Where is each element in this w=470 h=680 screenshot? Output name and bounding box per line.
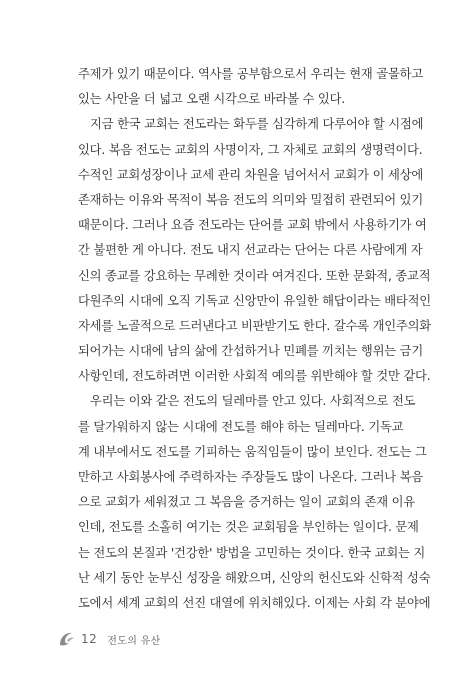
text-line: 우리는 이와 같은 전도의 딜레마를 안고 있다. 사회적으로 전도 xyxy=(90,394,416,409)
text-line: 사항인데, 전도하려면 이러한 사회적 예의를 위반해야 할 것만 같다. xyxy=(78,369,431,384)
text-line: 간 불편한 게 아니다. 전도 내지 선교라는 단어는 다른 사람에게 자 xyxy=(78,243,423,258)
page-footer xyxy=(58,627,161,651)
text-line: 지금 한국 교회는 전도라는 화두를 심각하게 다루어야 할 시점에 xyxy=(90,117,424,132)
text-line: 난 세기 동안 눈부신 성장을 해왔으며, 신앙의 헌신도와 신학적 성숙 xyxy=(78,570,431,585)
wave-ornament-icon xyxy=(58,629,78,649)
text-line: 되어가는 시대에 남의 삶에 간섭하거나 민폐를 끼치는 행위는 금기 xyxy=(78,344,423,359)
text-line: 주제가 있기 때문이다. 역사를 공부함으로서 우리는 현재 골몰하고 xyxy=(78,67,423,81)
text-line: 있다. 복음 전도는 교회의 사명이자, 그 자체로 교회의 생명력이다. xyxy=(78,142,423,157)
text-line: 신의 종교를 강요하는 무례한 것이라 여겨진다. 또한 문화적, 종교적 xyxy=(78,268,431,283)
text-line: 계 내부에서도 전도를 기피하는 움직임들이 많이 보인다. 전도는 그 xyxy=(78,444,427,459)
text-line: 있는 사안을 더 넓고 오랜 시각으로 바라볼 수 있다. xyxy=(78,92,345,107)
text-line: 존재하는 이유와 목적이 복음 전도의 의미와 밀접히 관련되어 있기 xyxy=(78,192,423,207)
text-line: 인데, 전도를 소홀히 여기는 것은 교회됨을 부인하는 일이다. 문제 xyxy=(78,520,419,535)
text-line: 도에서 세계 교회의 선진 대열에 위치해있다. 이제는 사회 각 분야에 xyxy=(78,595,431,610)
text-line: 는 전도의 본질과 '건강한' 방법을 고민하는 것이다. 한국 교회는 지 xyxy=(78,545,426,560)
book-title: 전도의 유산 xyxy=(107,635,161,647)
text-line: 다원주의 시대에 오직 기독교 신앙만이 유일한 해답이라는 배타적인 xyxy=(78,293,431,308)
text-line: 수적인 교회성장이나 교세 관리 차원을 넘어서서 교회가 이 세상에 xyxy=(78,167,423,182)
text-line: 으로 교회가 세워졌고 그 복음을 증거하는 일이 교회의 존재 이유 xyxy=(78,495,416,510)
text-line: 때문이다. 그러나 요즘 전도라는 단어를 교회 밖에서 사용하기가 여 xyxy=(78,218,427,233)
text-line: 자세를 노골적으로 드러낸다고 비판받기도 한다. 갈수록 개인주의화 xyxy=(78,318,431,333)
body-text xyxy=(78,62,431,616)
text-line: 만하고 사회봉사에 주력하자는 주장들도 많이 나온다. 그러나 복음 xyxy=(78,470,423,484)
page-number: 12 xyxy=(81,632,98,646)
text-line: 를 달가워하지 않는 시대에 전도를 해야 하는 딜레마다. 기독교 xyxy=(78,419,404,434)
